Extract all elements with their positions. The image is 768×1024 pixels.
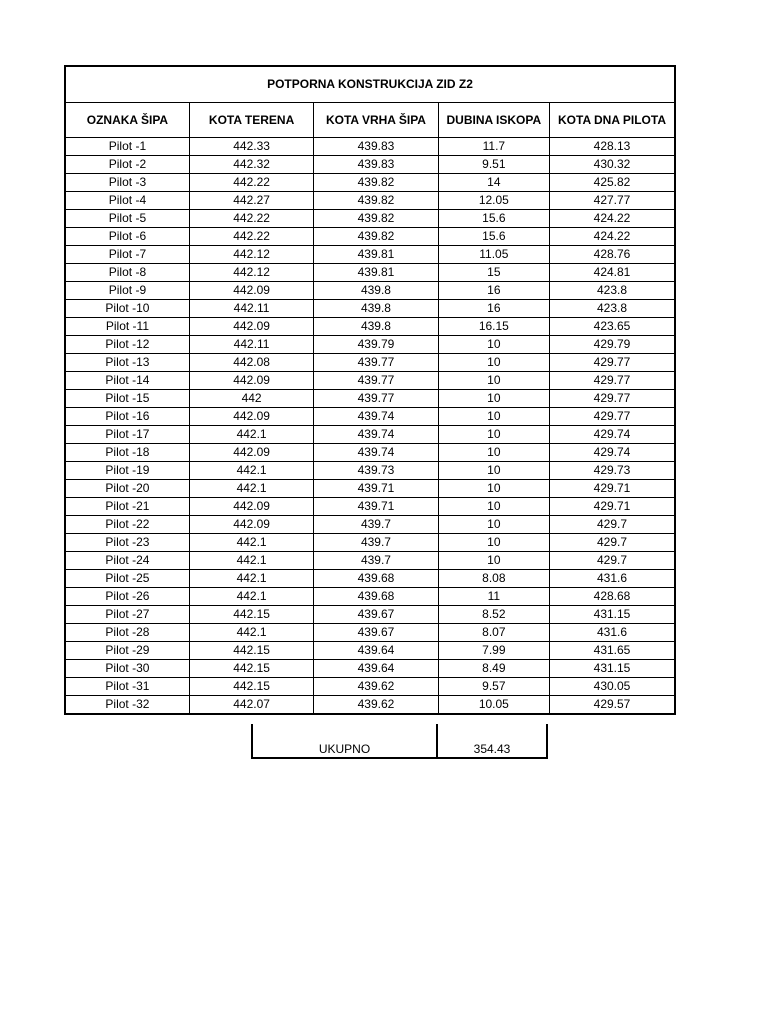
cell-kota-dna-pilota: 429.79 <box>550 336 675 354</box>
cell-kota-vrha-sipa: 439.7 <box>314 534 438 552</box>
cell-oznaka-sipa: Pilot -11 <box>65 318 189 336</box>
cell-kota-terena: 442.11 <box>189 300 313 318</box>
cell-dubina-iskopa: 15 <box>438 264 549 282</box>
cell-oznaka-sipa: Pilot -30 <box>65 660 189 678</box>
cell-kota-dna-pilota: 424.22 <box>550 228 675 246</box>
cell-kota-terena: 442.09 <box>189 372 313 390</box>
cell-oznaka-sipa: Pilot -18 <box>65 444 189 462</box>
table-row <box>65 372 675 390</box>
table-row <box>65 480 675 498</box>
cell-kota-vrha-sipa: 439.77 <box>314 390 438 408</box>
cell-kota-vrha-sipa: 439.67 <box>314 606 438 624</box>
cell-kota-dna-pilota: 428.68 <box>550 588 675 606</box>
cell-dubina-iskopa: 15.6 <box>438 210 549 228</box>
table-title-row <box>65 66 675 103</box>
table-row <box>65 228 675 246</box>
cell-kota-vrha-sipa: 439.77 <box>314 372 438 390</box>
cell-kota-dna-pilota: 423.65 <box>550 318 675 336</box>
cell-oznaka-sipa: Pilot -4 <box>65 192 189 210</box>
cell-dubina-iskopa: 10 <box>438 354 549 372</box>
cell-dubina-iskopa: 10 <box>438 336 549 354</box>
cell-kota-dna-pilota: 429.71 <box>550 480 675 498</box>
cell-dubina-iskopa: 8.52 <box>438 606 549 624</box>
cell-kota-terena: 442.1 <box>189 624 313 642</box>
cell-kota-vrha-sipa: 439.81 <box>314 264 438 282</box>
table-row <box>65 264 675 282</box>
cell-kota-terena: 442.12 <box>189 264 313 282</box>
cell-kota-dna-pilota: 428.76 <box>550 246 675 264</box>
cell-kota-dna-pilota: 424.22 <box>550 210 675 228</box>
cell-kota-vrha-sipa: 439.64 <box>314 660 438 678</box>
cell-kota-terena: 442.07 <box>189 696 313 715</box>
cell-kota-dna-pilota: 429.73 <box>550 462 675 480</box>
cell-kota-terena: 442.09 <box>189 282 313 300</box>
cell-oznaka-sipa: Pilot -16 <box>65 408 189 426</box>
cell-oznaka-sipa: Pilot -26 <box>65 588 189 606</box>
cell-oznaka-sipa: Pilot -14 <box>65 372 189 390</box>
cell-dubina-iskopa: 10 <box>438 372 549 390</box>
total-box <box>251 724 548 759</box>
cell-kota-vrha-sipa: 439.82 <box>314 228 438 246</box>
cell-oznaka-sipa: Pilot -13 <box>65 354 189 372</box>
cell-kota-dna-pilota: 431.15 <box>550 606 675 624</box>
table-row <box>65 678 675 696</box>
table-row <box>65 138 675 156</box>
cell-kota-terena: 442.15 <box>189 606 313 624</box>
pile-table-sheet <box>64 65 676 715</box>
cell-kota-terena: 442.09 <box>189 408 313 426</box>
cell-kota-vrha-sipa: 439.68 <box>314 588 438 606</box>
cell-dubina-iskopa: 10 <box>438 480 549 498</box>
table-row <box>65 336 675 354</box>
table-header-row <box>65 103 675 138</box>
cell-dubina-iskopa: 10 <box>438 426 549 444</box>
cell-kota-dna-pilota: 431.15 <box>550 660 675 678</box>
cell-kota-dna-pilota: 430.32 <box>550 156 675 174</box>
cell-oznaka-sipa: Pilot -7 <box>65 246 189 264</box>
table-row <box>65 462 675 480</box>
table-row <box>65 498 675 516</box>
cell-kota-terena: 442.22 <box>189 210 313 228</box>
cell-kota-dna-pilota: 429.77 <box>550 390 675 408</box>
column-header-kota-terena: KOTA TERENA <box>189 103 313 138</box>
cell-kota-vrha-sipa: 439.68 <box>314 570 438 588</box>
cell-kota-terena: 442.11 <box>189 336 313 354</box>
cell-kota-vrha-sipa: 439.82 <box>314 210 438 228</box>
table-body <box>65 138 675 715</box>
cell-kota-terena: 442.15 <box>189 660 313 678</box>
cell-oznaka-sipa: Pilot -31 <box>65 678 189 696</box>
cell-kota-dna-pilota: 431.6 <box>550 624 675 642</box>
cell-oznaka-sipa: Pilot -20 <box>65 480 189 498</box>
table-row <box>65 408 675 426</box>
cell-kota-terena: 442.22 <box>189 174 313 192</box>
cell-dubina-iskopa: 10 <box>438 534 549 552</box>
cell-kota-vrha-sipa: 439.82 <box>314 174 438 192</box>
column-header-oznaka-sipa: OZNAKA ŠIPA <box>65 103 189 138</box>
pile-table <box>64 65 676 715</box>
cell-kota-terena: 442.08 <box>189 354 313 372</box>
cell-oznaka-sipa: Pilot -22 <box>65 516 189 534</box>
cell-dubina-iskopa: 10.05 <box>438 696 549 715</box>
cell-oznaka-sipa: Pilot -25 <box>65 570 189 588</box>
cell-kota-terena: 442.09 <box>189 444 313 462</box>
table-row <box>65 174 675 192</box>
table-row <box>65 210 675 228</box>
cell-kota-vrha-sipa: 439.8 <box>314 282 438 300</box>
total-value: 354.43 <box>473 742 511 756</box>
cell-kota-terena: 442.27 <box>189 192 313 210</box>
table-row <box>65 354 675 372</box>
cell-dubina-iskopa: 16 <box>438 282 549 300</box>
cell-kota-terena: 442.09 <box>189 516 313 534</box>
cell-dubina-iskopa: 14 <box>438 174 549 192</box>
cell-kota-terena: 442.32 <box>189 156 313 174</box>
table-row <box>65 156 675 174</box>
cell-dubina-iskopa: 11.7 <box>438 138 549 156</box>
cell-oznaka-sipa: Pilot -12 <box>65 336 189 354</box>
cell-kota-vrha-sipa: 439.81 <box>314 246 438 264</box>
cell-kota-terena: 442.1 <box>189 588 313 606</box>
cell-kota-dna-pilota: 429.7 <box>550 534 675 552</box>
cell-kota-vrha-sipa: 439.74 <box>314 426 438 444</box>
total-label: UKUPNO <box>253 724 438 757</box>
cell-kota-vrha-sipa: 439.79 <box>314 336 438 354</box>
cell-kota-vrha-sipa: 439.77 <box>314 354 438 372</box>
cell-dubina-iskopa: 10 <box>438 444 549 462</box>
cell-dubina-iskopa: 15.6 <box>438 228 549 246</box>
cell-kota-dna-pilota: 429.7 <box>550 516 675 534</box>
table-row <box>65 642 675 660</box>
table-row <box>65 192 675 210</box>
cell-kota-dna-pilota: 431.6 <box>550 570 675 588</box>
cell-oznaka-sipa: Pilot -8 <box>65 264 189 282</box>
cell-kota-terena: 442.09 <box>189 318 313 336</box>
cell-kota-terena: 442 <box>189 390 313 408</box>
cell-dubina-iskopa: 10 <box>438 552 549 570</box>
column-header-kota-vrha-sipa: KOTA VRHA ŠIPA <box>314 103 438 138</box>
cell-oznaka-sipa: Pilot -32 <box>65 696 189 715</box>
cell-kota-dna-pilota: 423.8 <box>550 282 675 300</box>
cell-kota-vrha-sipa: 439.8 <box>314 300 438 318</box>
cell-kota-dna-pilota: 429.77 <box>550 354 675 372</box>
cell-kota-vrha-sipa: 439.82 <box>314 192 438 210</box>
cell-oznaka-sipa: Pilot -28 <box>65 624 189 642</box>
cell-dubina-iskopa: 16 <box>438 300 549 318</box>
cell-kota-vrha-sipa: 439.62 <box>314 696 438 715</box>
cell-kota-dna-pilota: 429.77 <box>550 372 675 390</box>
table-row <box>65 246 675 264</box>
cell-kota-terena: 442.15 <box>189 678 313 696</box>
cell-dubina-iskopa: 12.05 <box>438 192 549 210</box>
table-row <box>65 696 675 715</box>
cell-kota-vrha-sipa: 439.83 <box>314 156 438 174</box>
cell-kota-dna-pilota: 431.65 <box>550 642 675 660</box>
cell-kota-terena: 442.12 <box>189 246 313 264</box>
table-row <box>65 516 675 534</box>
cell-dubina-iskopa: 9.57 <box>438 678 549 696</box>
cell-kota-dna-pilota: 425.82 <box>550 174 675 192</box>
cell-dubina-iskopa: 16.15 <box>438 318 549 336</box>
cell-oznaka-sipa: Pilot -10 <box>65 300 189 318</box>
cell-kota-vrha-sipa: 439.71 <box>314 498 438 516</box>
cell-dubina-iskopa: 8.07 <box>438 624 549 642</box>
cell-kota-dna-pilota: 429.57 <box>550 696 675 715</box>
cell-oznaka-sipa: Pilot -21 <box>65 498 189 516</box>
cell-oznaka-sipa: Pilot -6 <box>65 228 189 246</box>
table-row <box>65 318 675 336</box>
column-header-dubina-iskopa: DUBINA ISKOPA <box>438 103 549 138</box>
cell-oznaka-sipa: Pilot -3 <box>65 174 189 192</box>
cell-kota-terena: 442.1 <box>189 570 313 588</box>
cell-kota-dna-pilota: 429.71 <box>550 498 675 516</box>
table-row <box>65 552 675 570</box>
column-header-kota-dna-pilota: KOTA DNA PILOTA <box>550 103 675 138</box>
cell-oznaka-sipa: Pilot -2 <box>65 156 189 174</box>
cell-oznaka-sipa: Pilot -1 <box>65 138 189 156</box>
cell-dubina-iskopa: 8.08 <box>438 570 549 588</box>
table-title: POTPORNA KONSTRUKCIJA ZID Z2 <box>65 66 675 103</box>
cell-kota-dna-pilota: 429.7 <box>550 552 675 570</box>
cell-kota-vrha-sipa: 439.73 <box>314 462 438 480</box>
table-row <box>65 660 675 678</box>
cell-dubina-iskopa: 10 <box>438 516 549 534</box>
cell-kota-dna-pilota: 429.77 <box>550 408 675 426</box>
cell-oznaka-sipa: Pilot -19 <box>65 462 189 480</box>
cell-kota-vrha-sipa: 439.64 <box>314 642 438 660</box>
table-row <box>65 588 675 606</box>
cell-kota-dna-pilota: 430.05 <box>550 678 675 696</box>
cell-oznaka-sipa: Pilot -23 <box>65 534 189 552</box>
cell-dubina-iskopa: 8.49 <box>438 660 549 678</box>
cell-kota-dna-pilota: 429.74 <box>550 444 675 462</box>
table-row <box>65 606 675 624</box>
table-row <box>65 300 675 318</box>
cell-kota-terena: 442.1 <box>189 534 313 552</box>
table-row <box>65 426 675 444</box>
table-row <box>65 390 675 408</box>
cell-kota-terena: 442.1 <box>189 552 313 570</box>
cell-dubina-iskopa: 11 <box>438 588 549 606</box>
cell-kota-terena: 442.33 <box>189 138 313 156</box>
cell-kota-dna-pilota: 429.74 <box>550 426 675 444</box>
cell-dubina-iskopa: 11.05 <box>438 246 549 264</box>
cell-kota-terena: 442.22 <box>189 228 313 246</box>
cell-kota-dna-pilota: 424.81 <box>550 264 675 282</box>
cell-dubina-iskopa: 10 <box>438 390 549 408</box>
cell-oznaka-sipa: Pilot -9 <box>65 282 189 300</box>
cell-kota-vrha-sipa: 439.7 <box>314 516 438 534</box>
cell-dubina-iskopa: 9.51 <box>438 156 549 174</box>
cell-oznaka-sipa: Pilot -24 <box>65 552 189 570</box>
cell-kota-vrha-sipa: 439.7 <box>314 552 438 570</box>
cell-kota-vrha-sipa: 439.83 <box>314 138 438 156</box>
cell-kota-vrha-sipa: 439.74 <box>314 408 438 426</box>
cell-kota-terena: 442.09 <box>189 498 313 516</box>
cell-kota-vrha-sipa: 439.67 <box>314 624 438 642</box>
cell-oznaka-sipa: Pilot -5 <box>65 210 189 228</box>
table-row <box>65 282 675 300</box>
cell-kota-dna-pilota: 427.77 <box>550 192 675 210</box>
cell-dubina-iskopa: 7.99 <box>438 642 549 660</box>
table-row <box>65 534 675 552</box>
cell-dubina-iskopa: 10 <box>438 462 549 480</box>
cell-kota-terena: 442.1 <box>189 426 313 444</box>
cell-kota-dna-pilota: 423.8 <box>550 300 675 318</box>
cell-oznaka-sipa: Pilot -29 <box>65 642 189 660</box>
cell-kota-terena: 442.15 <box>189 642 313 660</box>
cell-dubina-iskopa: 10 <box>438 498 549 516</box>
cell-kota-dna-pilota: 428.13 <box>550 138 675 156</box>
cell-kota-terena: 442.1 <box>189 480 313 498</box>
cell-kota-vrha-sipa: 439.62 <box>314 678 438 696</box>
cell-kota-vrha-sipa: 439.71 <box>314 480 438 498</box>
cell-kota-vrha-sipa: 439.74 <box>314 444 438 462</box>
cell-kota-vrha-sipa: 439.8 <box>314 318 438 336</box>
table-row <box>65 570 675 588</box>
cell-dubina-iskopa: 10 <box>438 408 549 426</box>
table-row <box>65 624 675 642</box>
cell-oznaka-sipa: Pilot -17 <box>65 426 189 444</box>
cell-oznaka-sipa: Pilot -27 <box>65 606 189 624</box>
table-row <box>65 444 675 462</box>
cell-kota-terena: 442.1 <box>189 462 313 480</box>
cell-oznaka-sipa: Pilot -15 <box>65 390 189 408</box>
